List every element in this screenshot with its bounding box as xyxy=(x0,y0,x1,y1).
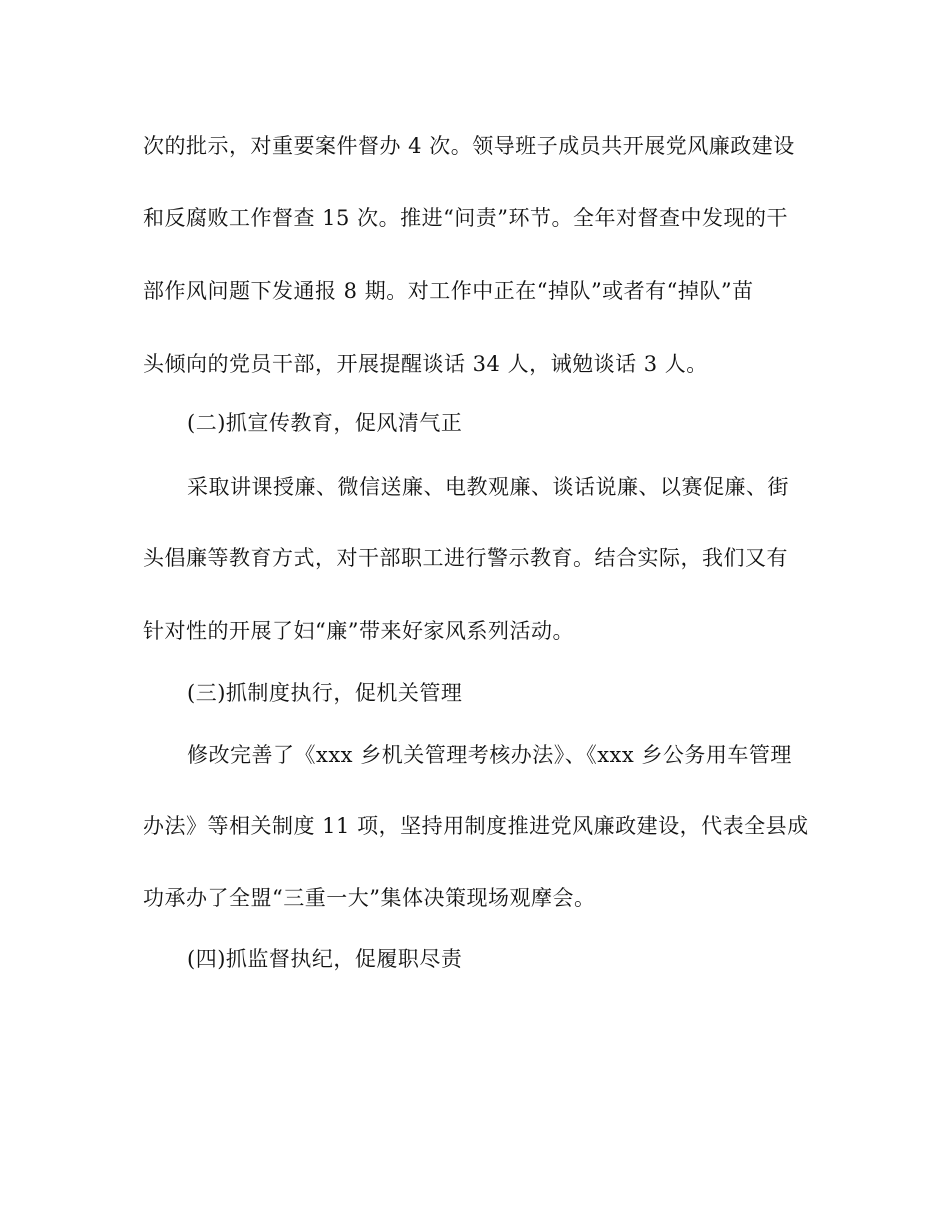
paragraph-line: 头倾向的党员干部，开展提醒谈话 34 人，诫勉谈话 3 人。 xyxy=(143,352,708,376)
paragraph-line: 次的批示，对重要案件督办 4 次。领导班子成员共开展党风廉政建设 xyxy=(143,134,795,158)
paragraph-line: 部作风问题下发通报 8 期。对工作中正在“掉队”或者有“掉队”苗 xyxy=(143,279,754,303)
paragraph-line: 修改完善了《xxx 乡机关管理考核办法》、《xxx 乡公务用车管理 xyxy=(187,743,792,767)
paragraph-line: 针对性的开展了妇“廉”带来好家风系列活动。 xyxy=(143,619,574,643)
paragraph-line: 办法》等相关制度 11 项，坚持用制度推进党风廉政建设，代表全县成 xyxy=(143,814,809,838)
paragraph-line: 功承办了全盟“三重一大”集体决策现场观摩会。 xyxy=(143,886,596,910)
section-heading: (三)抓制度执行，促机关管理 xyxy=(187,681,463,705)
section-heading: (二)抓宣传教育，促风清气正 xyxy=(187,411,463,435)
paragraph-line: 和反腐败工作督查 15 次。推进“问责”环节。全年对督查中发现的干 xyxy=(143,206,789,230)
section-heading: (四)抓监督执纪，促履职尽责 xyxy=(187,947,463,971)
paragraph-line: 头倡廉等教育方式，对干部职工进行警示教育。结合实际，我们又有 xyxy=(143,546,788,570)
paragraph-line: 采取讲课授廉、微信送廉、电教观廉、谈话说廉、以赛促廉、街 xyxy=(187,475,789,499)
